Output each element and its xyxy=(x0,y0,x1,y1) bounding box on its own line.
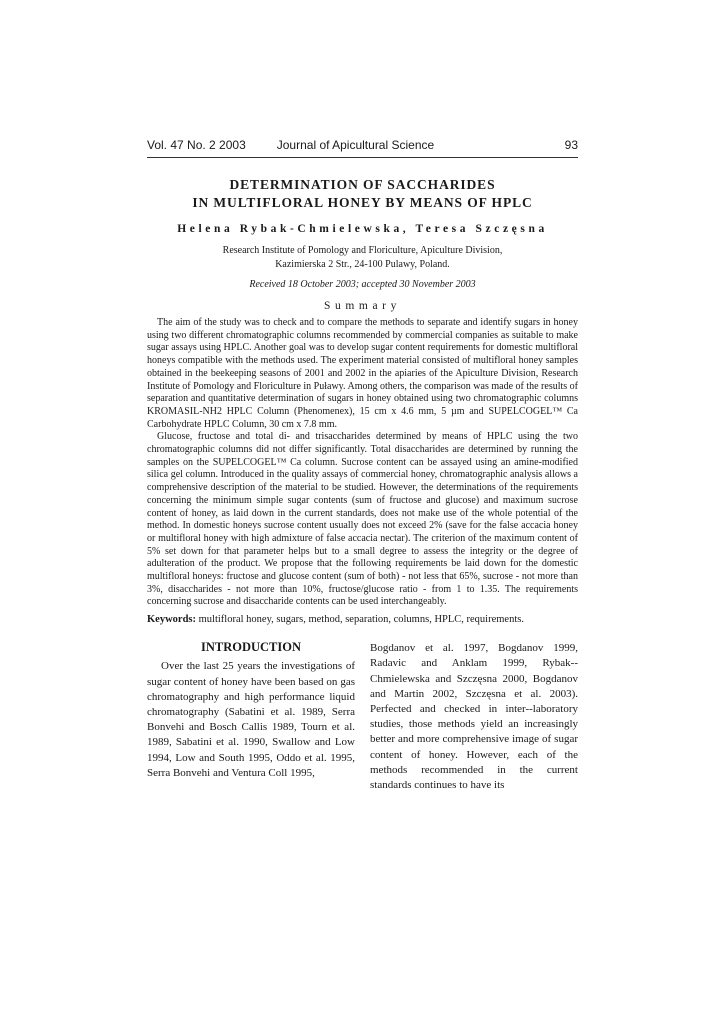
running-header xyxy=(147,138,578,158)
keywords-text: multifloral honey, sugars, method, separation, columns, HPLC, requirements. xyxy=(196,614,524,626)
affiliation-line-1: Research Institute of Pomology and Floriculture, Apiculture Division, xyxy=(222,245,503,256)
affiliation xyxy=(147,244,578,271)
keywords-label: Keywords: xyxy=(147,614,196,626)
summary-heading: Summary xyxy=(324,300,401,312)
page-number: 93 xyxy=(564,138,578,152)
introduction-heading: INTRODUCTION xyxy=(200,640,301,655)
abstract-paragraph-2: Glucose, fructose and total di- and trisaccharides determined by means of HPLC using the two chromatographic columns did not differ significantly. Total disaccharides are determined by running the samples on the SUPELCOGEL™ Ca column. Sucrose content can be assayed using an amine-modified silica gel column. Introduced in the quality assays of commercial honey, chromatographic analysis allows a comprehensive description of the material to be studied. However, the determinations of the requirements concerning the minimum simple sugar contents (sum of fructose and glucose) and maximum sucrose content of honey, as laid down in the current standards, does not make use of the whole potential of the method. In domestic honeys sucrose content usually does not exceed 2% (save for the false accacia honey or multifloral honey with high admixture of false accacia nectar). The criterion of the maximum content of 5% set down for that parameter helps but to a small degree to assess the integrity or the degree of adulteration of the product. We propose that the following requirements be laid down for the domestic multifloral honeys: fructose and glucose content (sum of both) - not less that 65%, sucrose - not more than 3%, disaccharides - not more than 10%, fructose/glucose ratio - from 1 to 1.35. The requirements concerning sucrose and disaccharide contents can be used interchangeably. xyxy=(147,431,578,608)
volume-info: Vol. 47 No. 2 2003 xyxy=(147,138,246,152)
abstract xyxy=(147,317,578,609)
authors: Helena Rybak-Chmielewska, Teresa Szczęsna xyxy=(177,223,548,235)
title-line-1: DETERMINATION OF SACCHARIDES xyxy=(229,177,496,192)
page xyxy=(147,138,578,793)
column-right xyxy=(370,640,578,793)
running-header-left xyxy=(147,138,434,152)
introduction-text-right: Bogdanov et al. 1997, Bogdanov 1999, Radavic and Anklam 1999, Rybak--Chmielewska and Szczęsna 2000, Bogdanov and Martin 2002, Szczęsna et al. 2003). Perfected and checked in inter--laboratory studies, those methods yield an increasingly better and more comprehensive image of sugar content of honey. However, each of the methods recommended in the current standards continues to have its xyxy=(370,642,578,791)
journal-name: Journal of Apicultural Science xyxy=(276,138,435,152)
affiliation-line-2: Kazimierska 2 Str., 24-100 Pulawy, Poland. xyxy=(275,258,450,270)
column-left xyxy=(147,640,355,793)
title-line-2: IN MULTIFLORAL HONEY BY MEANS OF HPLC xyxy=(192,195,533,210)
received-dates: Received 18 October 2003; accepted 30 November 2003 xyxy=(249,279,476,290)
article-title xyxy=(147,176,578,212)
introduction-text-left: Over the last 25 years the investigations of sugar content of honey have been based on gas chromatography and high performance liquid chromatography (Sabatini et al. 1989, Serra Bonvehi and Bosch Callis 1989, Tourn et al. 1989, Sabatini et al. 1990, Swallow and Low 1994, Low and South 1995, Oddo et al. 1995, Serra Bonvehi and Ventura Coll 1995, xyxy=(147,660,355,779)
abstract-paragraph-1: The aim of the study was to check and to compare the methods to separate and identify sugars in honey using two different chromatographic columns recommended by commercial companies as suitable to make sugar assays using HPLC. Another goal was to develop sugar content requirements for domestic multifloral honeys compatible with the methods used. The experiment material consisted of multifloral honey samples obtained in the beekeeping seasons of 2001 and 2002 in the apiaries of the Apiculture Division, Research Institute of Pomology and Floriculture in Puławy. Among others, the comparison was made of the results of separation and quantitative determination of sugars in honey obtained using two chromatographic columns KROMASIL-NH2 HPLC Column (Phenomenex), 15 cm x 4.6 mm, 5 µm and SUPELCOGEL™ Ca Carbohydrate HPLC Column, 30 cm x 7.8 mm. xyxy=(147,317,578,430)
body-columns xyxy=(147,640,578,793)
keywords xyxy=(147,614,578,625)
